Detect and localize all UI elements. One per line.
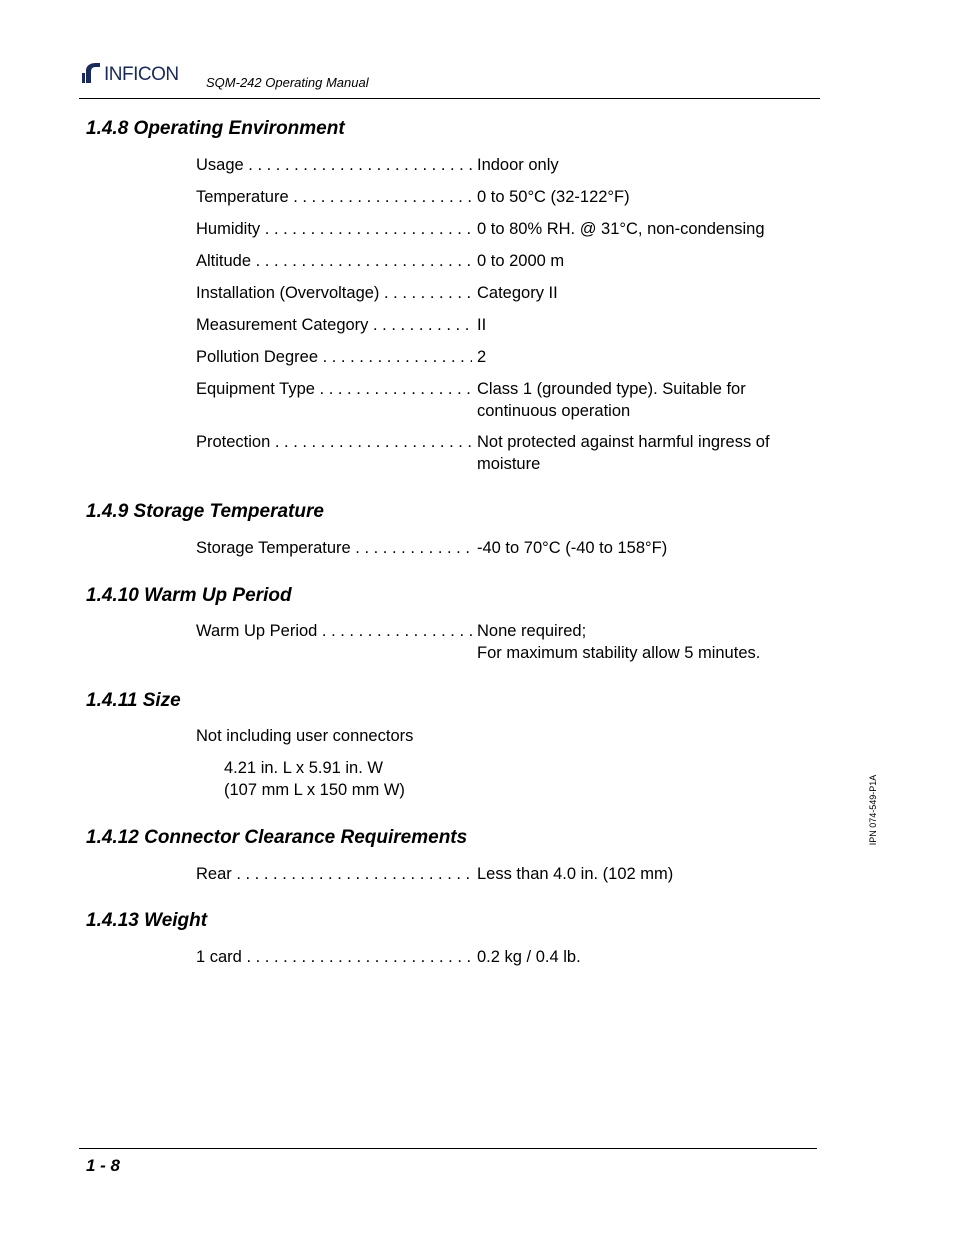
spec-label: 1 card . . . bbox=[196, 946, 472, 968]
spec-row bbox=[196, 863, 816, 885]
spec-value: None required; bbox=[477, 622, 587, 640]
section-heading-connector-clearance: 1.4.12 Connector Clearance Requirements bbox=[86, 827, 468, 848]
spec-label: Installation (Overvoltage) . . . bbox=[196, 282, 472, 304]
spec-value: Not protected against harmful ingress of bbox=[477, 433, 770, 451]
spec-label: Temperature . . . bbox=[196, 186, 472, 208]
spec-value: Less than 4.0 in. (102 mm) bbox=[477, 865, 674, 883]
spec-row bbox=[196, 250, 816, 272]
document-part-number: IPN 074-549-P1A bbox=[868, 774, 878, 846]
spec-label: Pollution Degree . . . bbox=[196, 346, 472, 368]
spec-value: Class 1 (grounded type). Suitable for bbox=[477, 380, 746, 398]
spec-row bbox=[196, 186, 816, 208]
size-note: Not including user connectors bbox=[196, 727, 414, 745]
spec-row bbox=[196, 282, 816, 304]
section-heading-operating-environment: 1.4.8 Operating Environment bbox=[86, 118, 345, 139]
section-heading-warm-up-period: 1.4.10 Warm Up Period bbox=[86, 585, 292, 606]
size-dimensions-imperial: 4.21 in. L x 5.91 in. W bbox=[224, 759, 383, 777]
logo-wordmark: INFICON bbox=[104, 64, 179, 85]
section-heading-weight: 1.4.13 Weight bbox=[86, 910, 208, 931]
spec-label: Protection . . . bbox=[196, 431, 472, 453]
spec-row bbox=[196, 946, 816, 968]
section-heading-size: 1.4.11 Size bbox=[86, 690, 181, 711]
spec-value: 0.2 kg / 0.4 lb. bbox=[477, 948, 581, 966]
spec-value: Category II bbox=[477, 284, 558, 302]
spec-row bbox=[196, 620, 816, 642]
spec-row bbox=[196, 314, 816, 336]
spec-row bbox=[196, 431, 816, 453]
spec-label: Altitude . . . bbox=[196, 250, 472, 272]
spec-label: Equipment Type . . . bbox=[196, 378, 472, 400]
inficon-logo bbox=[82, 59, 179, 85]
spec-value: 0 to 2000 m bbox=[477, 252, 565, 270]
inficon-logo-mark-icon bbox=[82, 61, 102, 85]
spec-row bbox=[196, 154, 816, 176]
spec-label: Warm Up Period . . . bbox=[196, 620, 472, 642]
size-dimensions-metric: (107 mm L x 150 mm W) bbox=[224, 781, 405, 799]
footer-rule bbox=[79, 1148, 817, 1149]
spec-value: 0 to 80% RH. @ 31°C, non-condensing bbox=[477, 220, 765, 238]
spec-value: II bbox=[477, 316, 487, 334]
spec-label: Humidity . . . bbox=[196, 218, 472, 240]
spec-row bbox=[196, 346, 816, 368]
spec-value: -40 to 70°C (-40 to 158°F) bbox=[477, 539, 668, 557]
spec-label: Measurement Category . . . bbox=[196, 314, 472, 336]
spec-value: Indoor only bbox=[477, 156, 559, 174]
section-heading-storage-temperature: 1.4.9 Storage Temperature bbox=[86, 501, 324, 522]
manual-title: SQM-242 Operating Manual bbox=[206, 75, 369, 90]
header-rule bbox=[79, 98, 820, 99]
spec-label: Usage . . . bbox=[196, 154, 472, 176]
spec-value-continuation: moisture bbox=[477, 455, 541, 473]
spec-value: 0 to 50°C (32-122°F) bbox=[477, 188, 630, 206]
spec-row bbox=[196, 218, 816, 240]
spec-label: Rear . . . bbox=[196, 863, 472, 885]
spec-value-continuation: continuous operation bbox=[477, 402, 631, 420]
spec-row bbox=[196, 537, 816, 559]
spec-row bbox=[196, 378, 816, 400]
page-number: 1 - 8 bbox=[86, 1156, 121, 1175]
spec-value: 2 bbox=[477, 348, 487, 366]
spec-value-continuation: For maximum stability allow 5 minutes. bbox=[477, 644, 761, 662]
spec-label: Storage Temperature . . . bbox=[196, 537, 472, 559]
